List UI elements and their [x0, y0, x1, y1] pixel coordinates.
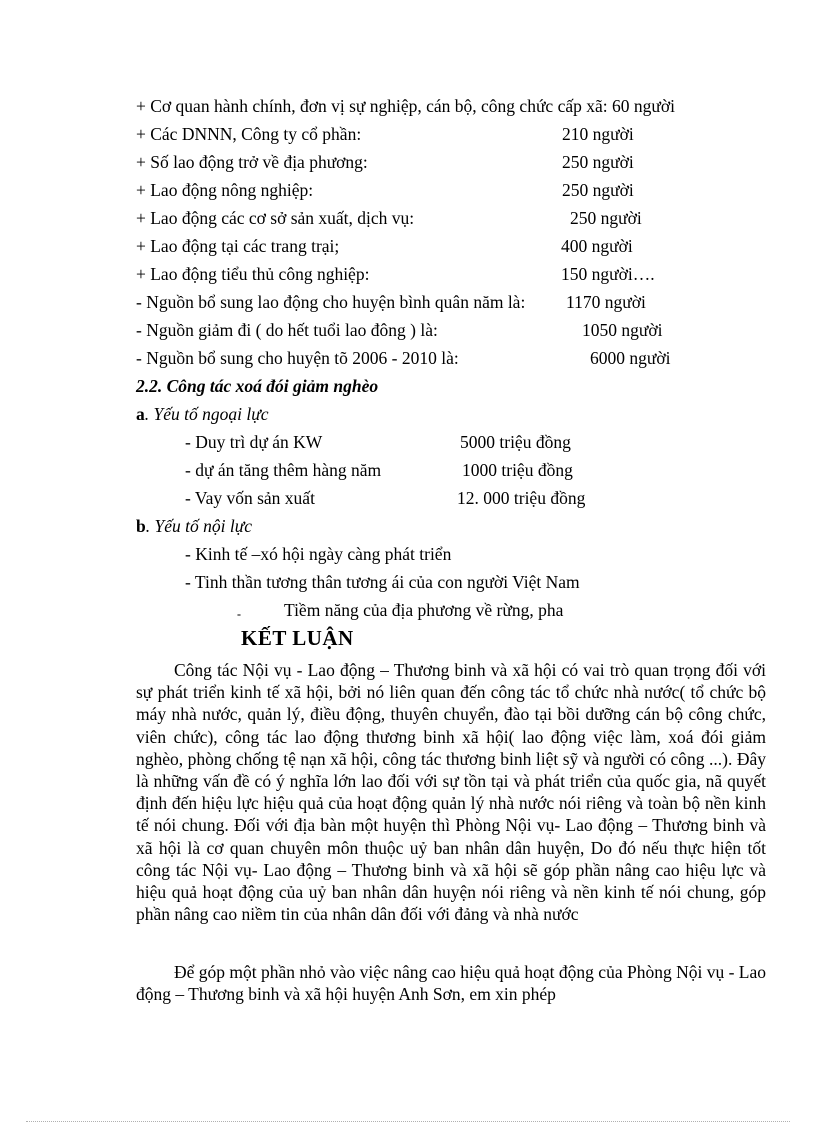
workforce-item-value: 1050 người: [582, 320, 663, 340]
internal-item: - Kinh tế –xó hội ngày càng phát triển: [185, 544, 452, 564]
workforce-item-value: 250 người: [570, 208, 642, 228]
external-item-value: 5000 triệu đồng: [460, 432, 571, 452]
workforce-item-value: 1170 người: [566, 292, 646, 312]
workforce-item-value: 210 người: [562, 124, 634, 144]
conclusion-paragraph: Công tác Nội vụ - Lao động – Thương binh và xã hội có vai trò quan trọng đối với sự phát triển kinh tế xã hội, bởi nó liên quan đến công tác tổ chức nhà nước( tổ chức bộ máy nhà nước, quản lý, điều động, thuyên chuyển, đào tại bồi dưỡng cán bộ công chức, viên chức), công tác lao động thương binh xã hội( lao động việc làm, xoá đói giảm nghèo, phòng chống tệ nạn xã hội, công tác thương binh liệt sỹ và người có công ...). Đây là những vấn đề có ý nghĩa lớn lao đối với sự tồn tại và phát triển của quốc gia, nã quyết định đến hiệu lực hiệu quả của hoạt động quản lý nhà nước nói riêng và toàn bộ nền kinh tế nói chung. Đối với địa bàn một huyện thì Phòng Nội vụ- Lao động – Thương binh và xã hội là cơ quan chuyên môn thuộc uỷ ban nhân dân huyện, Do đó nếu thực hiện tốt công tác Nội vụ- Lao động – Thương binh và xã hội sẽ góp phần nâng cao hiệu lực và hiệu quả hoạt động của uỷ ban nhân dân huyện nói riêng và nền kinh tế nói chung, góp phần nâng cao niềm tin của nhân dân đối với đảng và nhà nước: [136, 660, 766, 925]
subsection-letter: b: [136, 516, 146, 536]
workforce-item-value: 150 người….: [561, 264, 655, 284]
workforce-item-value: 6000 người: [590, 348, 671, 368]
workforce-item-label: + Số lao động trở về địa phương:: [136, 152, 368, 172]
workforce-item-value: 250 người: [562, 180, 634, 200]
external-item-label: - Vay vốn sản xuất: [185, 488, 315, 508]
workforce-item-label: + Các DNNN, Công ty cổ phần:: [136, 124, 362, 144]
workforce-item-label: + Lao động tại các trang trại;: [136, 236, 340, 256]
external-item-value: 1000 triệu đồng: [462, 460, 573, 480]
workforce-item-label: - Nguồn bổ sung cho huyện tõ 2006 - 2010 là:: [136, 348, 459, 368]
subsection-external: [136, 403, 269, 425]
subsection-title: . Yếu tố nội lực: [145, 516, 253, 536]
workforce-item-label: - Nguồn bổ sung lao động cho huyện bình quân năm là:: [136, 292, 526, 312]
list-dash: -: [237, 607, 241, 621]
workforce-item-label: + Lao động tiểu thủ công nghiệp:: [136, 264, 370, 284]
subsection-internal: [136, 515, 252, 537]
external-item-label: - Duy trì dự án KW: [185, 432, 323, 452]
workforce-item-label: - Nguồn giảm đi ( do hết tuổi lao đông ) là:: [136, 320, 438, 340]
external-item-label: - dự án tăng thêm hàng năm: [185, 460, 382, 480]
internal-item: Tiềm năng của địa phương về rừng, pha: [284, 600, 564, 620]
conclusion-title: KẾT LUẬN: [241, 626, 354, 650]
internal-item: - Tinh thần tương thân tương ái của con người Việt Nam: [185, 572, 580, 592]
workforce-item-value: 400 người: [561, 236, 633, 256]
workforce-item-label: + Lao động các cơ sở sản xuất, dịch vụ:: [136, 208, 415, 228]
subsection-letter: a: [136, 404, 145, 424]
page-bottom-rule: [26, 1121, 790, 1122]
workforce-item: + Cơ quan hành chính, đơn vị sự nghiệp, cán bộ, công chức cấp xã: 60 người: [136, 96, 675, 116]
section-heading: 2.2. Công tác xoá đói giảm nghèo: [136, 376, 379, 396]
workforce-item-label: + Lao động nông nghiệp:: [136, 180, 314, 200]
external-item-value: 12. 000 triệu đồng: [457, 488, 586, 508]
subsection-title: . Yếu tố ngoại lực: [144, 404, 269, 424]
conclusion-paragraph: Để góp một phần nhỏ vào việc nâng cao hiệu quả hoạt động của Phòng Nội vụ - Lao động – Thương binh và xã hội huyện Anh Sơn, em xin phép: [136, 962, 766, 1005]
workforce-item-value: 250 người: [562, 152, 634, 172]
